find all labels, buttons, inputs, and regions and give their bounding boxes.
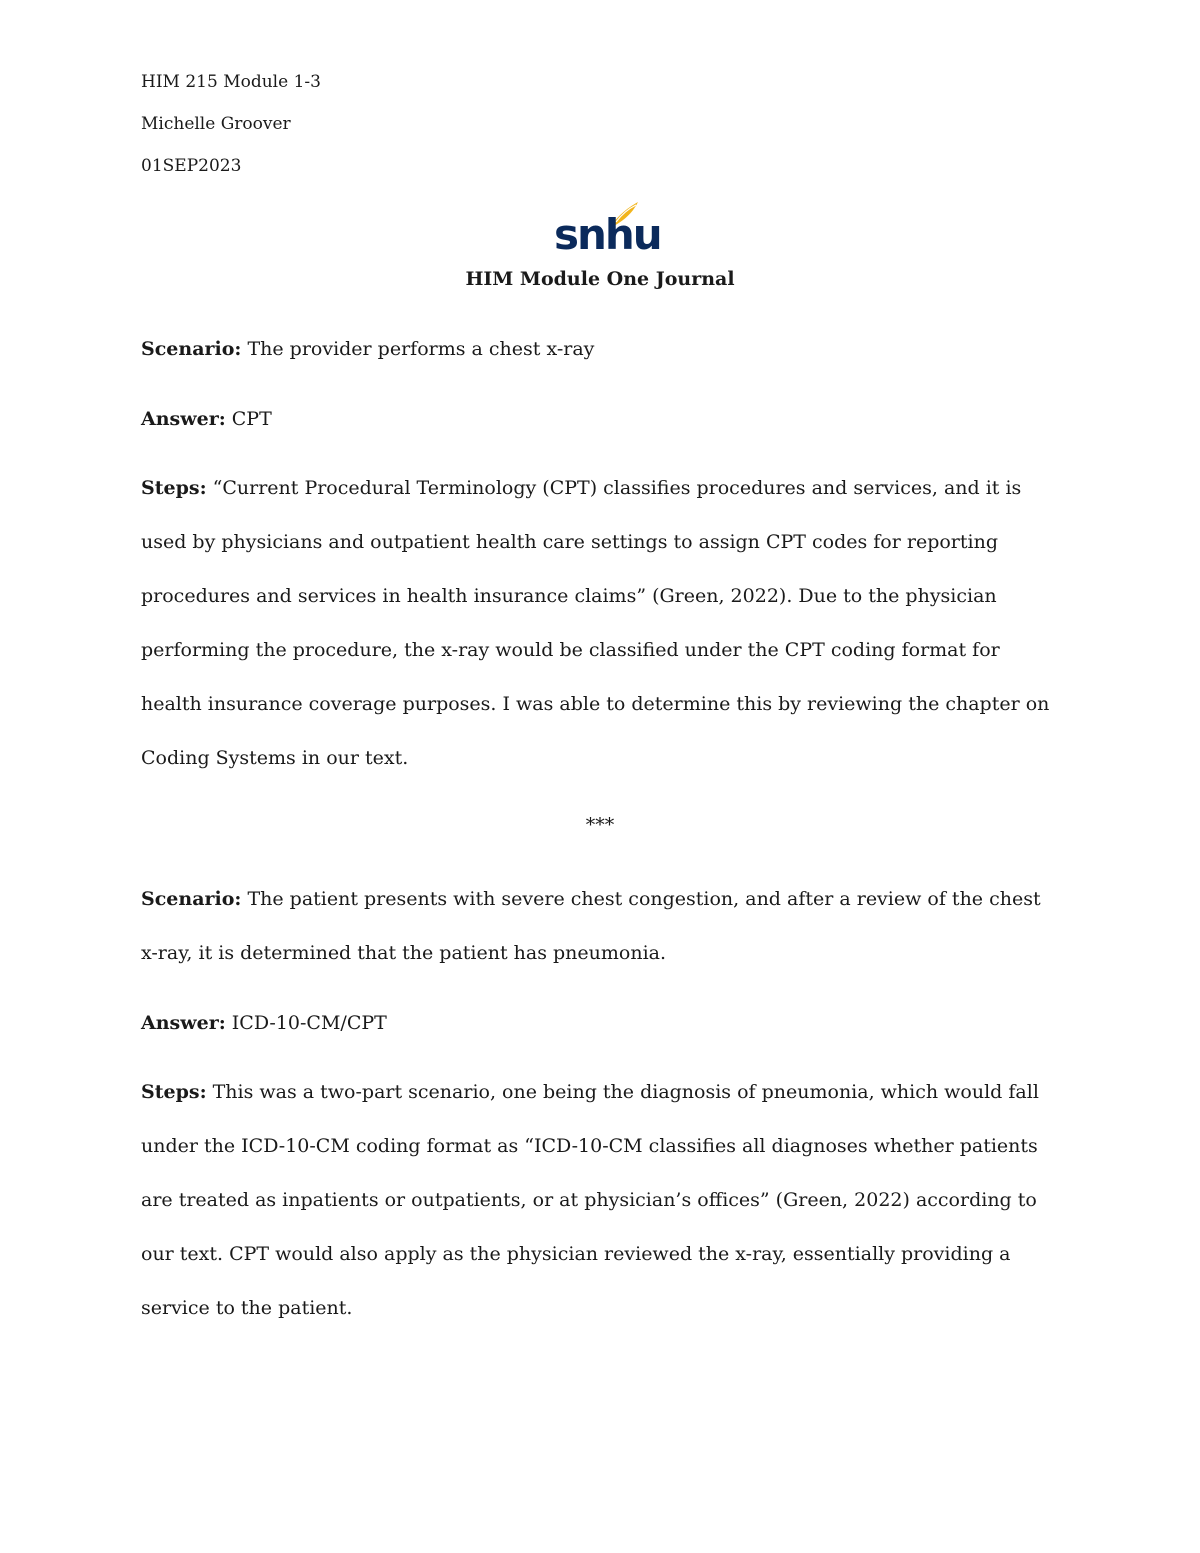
scenario-text: The patient presents with severe chest congestion, and after a review of the chest x-ray, it is determined that the patient has pneumonia.	[141, 888, 1041, 964]
answer-text: CPT	[225, 408, 272, 430]
steps-text: “Current Procedural Terminology (CPT) classifies procedures and services, and it is used by physicians and outpatient health care settings to assign CPT codes for reporting procedures and services in health insurance claims” (Green, 2022). Due to the physician performing the procedure, the x-ray would be classified under the CPT coding format for health insurance coverage purposes. I was able to determine this by reviewing the chapter on Coding Systems in our text.	[141, 477, 1050, 769]
course-header: HIM 215 Module 1-3	[141, 72, 321, 92]
scenario-label: Scenario:	[141, 888, 242, 910]
snhu-logo	[554, 200, 661, 262]
steps-paragraph	[141, 1065, 1059, 1335]
answer-label: Answer:	[141, 1012, 226, 1034]
scenario-paragraph	[141, 322, 1059, 376]
logo-wordmark: snhu	[554, 210, 661, 259]
scenario-paragraph	[141, 872, 1059, 980]
answer-paragraph	[141, 392, 1059, 446]
answer-paragraph	[141, 996, 1059, 1050]
document-title: HIM Module One Journal	[465, 268, 735, 290]
answer-text: ICD-10-CM/CPT	[225, 1012, 387, 1034]
section-separator: ***	[585, 814, 615, 836]
document-date: 01SEP2023	[141, 156, 242, 176]
author-name: Michelle Groover	[141, 114, 291, 134]
steps-text: This was a two-part scenario, one being the diagnosis of pneumonia, which would fall under the ICD-10-CM coding format as “ICD-10-CM classifies all diagnoses whether patients are treated as inpatients or outpatients, or at physician’s offices” (Green, 2022) according to our text. CPT would also apply as the physician reviewed the x-ray, essentially providing a service to the patient.	[141, 1081, 1039, 1319]
steps-label: Steps:	[141, 1081, 207, 1103]
steps-paragraph	[141, 461, 1059, 785]
scenario-label: Scenario:	[141, 338, 242, 360]
scenario-text: The provider performs a chest x-ray	[241, 338, 595, 360]
steps-label: Steps:	[141, 477, 207, 499]
answer-label: Answer:	[141, 408, 226, 430]
